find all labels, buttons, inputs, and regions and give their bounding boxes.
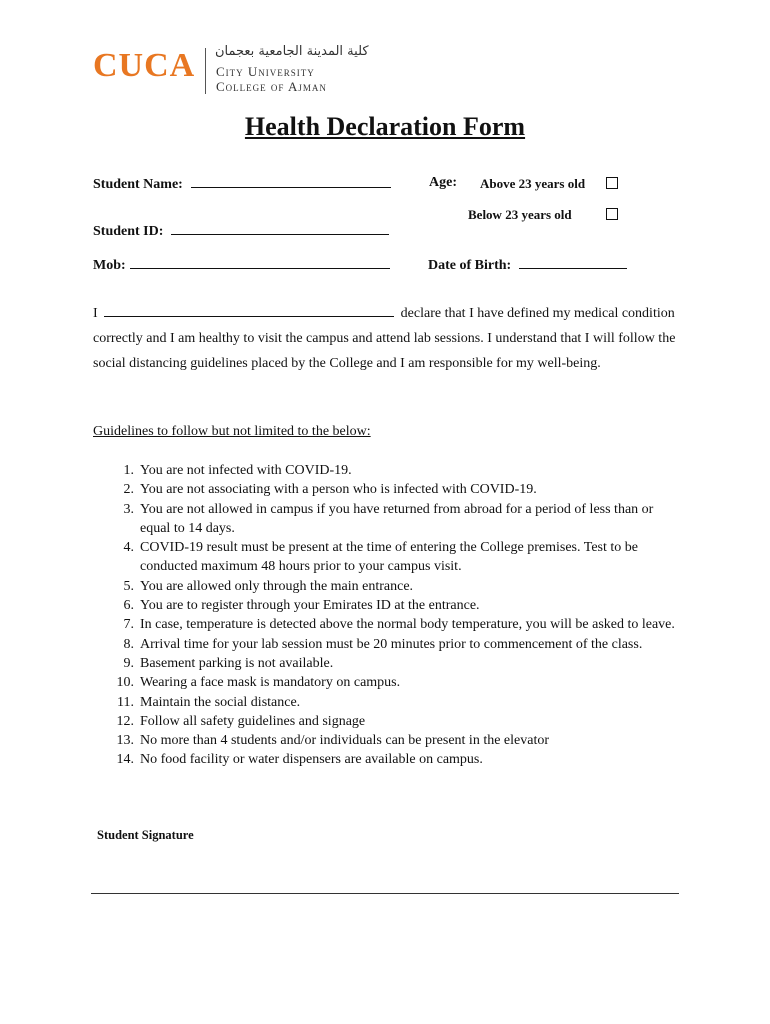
list-item	[104, 461, 684, 480]
list-number: 13.	[116, 733, 134, 749]
list-text: You are not infected with COVID-19.	[140, 463, 352, 478]
list-text: You are allowed only through the main entrance.	[140, 578, 414, 594]
dob-row	[428, 256, 627, 274]
list-number: 1.	[123, 463, 134, 478]
list-text: Maintain the social distance.	[140, 694, 301, 710]
list-item	[104, 596, 684, 615]
mobile-field[interactable]	[130, 256, 390, 269]
list-text: In case, temperature is detected above the normal body temperature, you will be asked to leave.	[140, 617, 675, 633]
list-text: Follow all safety guidelines and signage	[140, 713, 366, 729]
list-number: 2.	[123, 482, 134, 498]
student-name-label: Student Name:	[93, 177, 183, 192]
list-item	[104, 693, 684, 712]
student-id-field[interactable]	[171, 222, 389, 235]
list-item	[104, 500, 684, 539]
list-number: 3.	[123, 501, 134, 517]
form-title: Health Declaration Form	[244, 112, 526, 141]
list-number: 11.	[117, 694, 134, 710]
student-id-row	[93, 222, 389, 240]
list-item	[104, 750, 684, 769]
signature-label: Student Signature	[97, 828, 194, 842]
student-name-row	[93, 175, 391, 193]
list-number: 7.	[123, 617, 134, 633]
list-text: You are not associating with a person who is infected with COVID-19.	[140, 482, 537, 498]
list-text: You are not allowed in campus if you have returned from abroad for a period of less than or equal to 14 days.	[140, 501, 654, 536]
list-text: You are to register through your Emirates ID at the entrance.	[140, 598, 480, 614]
student-id-label: Student ID:	[93, 224, 164, 239]
list-item	[104, 615, 684, 634]
list-text: Wearing a face mask is mandatory on campus.	[140, 675, 401, 691]
logo-acronym: CUCA	[93, 47, 196, 84]
list-number: 14.	[116, 752, 134, 768]
list-text: Arrival time for your lab session must be 20 minutes prior to commencement of the class.	[140, 636, 643, 652]
dob-label: Date of Birth:	[428, 258, 512, 273]
list-number: 9.	[123, 655, 134, 671]
age-label: Age:	[429, 175, 457, 190]
above-23-label: Above 23 years old	[480, 176, 586, 191]
guidelines-heading: Guidelines to follow but not limited to the below:	[93, 424, 371, 439]
declaration-text: declare that I have defined my medical condition correctly and I am healthy to visit the campus and attend lab sessions. I understand that I will follow the social distancing guidelines placed by the College and I am responsible for my well-being.	[93, 306, 676, 371]
list-number: 6.	[123, 598, 134, 614]
list-item	[104, 654, 684, 673]
list-number: 5.	[123, 578, 134, 594]
list-item	[104, 673, 684, 692]
declaration-start: I	[93, 306, 98, 321]
list-item	[104, 635, 684, 654]
list-item	[104, 731, 684, 750]
student-name-field[interactable]	[191, 175, 391, 188]
logo-name-line1: City University	[216, 64, 315, 79]
below-23-checkbox[interactable]	[606, 208, 618, 220]
list-item	[104, 538, 684, 577]
logo-arabic-name: كلية المدينة الجامعية بعجمان	[215, 44, 369, 59]
list-text: No food facility or water dispensers are available on campus.	[140, 752, 483, 768]
list-text: Basement parking is not available.	[140, 655, 334, 671]
declaration-name-field[interactable]	[104, 304, 394, 317]
dob-field[interactable]	[519, 260, 627, 269]
list-item	[104, 480, 684, 499]
list-number: 10.	[116, 675, 134, 691]
above-23-checkbox[interactable]	[606, 177, 618, 189]
list-item	[104, 712, 684, 731]
below-23-label: Below 23 years old	[468, 207, 572, 222]
list-number: 4.	[123, 540, 134, 556]
declaration-paragraph	[93, 301, 683, 376]
logo-divider	[205, 48, 206, 94]
guidelines-list	[104, 461, 684, 770]
list-text: COVID-19 result must be present at the time of entering the College premises. Test to be conducted maximum 48 hours prior to your campus visit.	[140, 540, 638, 575]
logo-name-line2: College of Ajman	[216, 79, 327, 94]
list-item	[104, 577, 684, 596]
mobile-label: Mob:	[93, 258, 126, 273]
mobile-row	[93, 256, 390, 274]
signature-line[interactable]	[91, 893, 679, 894]
list-text: No more than 4 students and/or individuals can be present in the elevator	[140, 733, 550, 749]
list-number: 8.	[123, 636, 134, 652]
list-number: 12.	[116, 713, 134, 729]
